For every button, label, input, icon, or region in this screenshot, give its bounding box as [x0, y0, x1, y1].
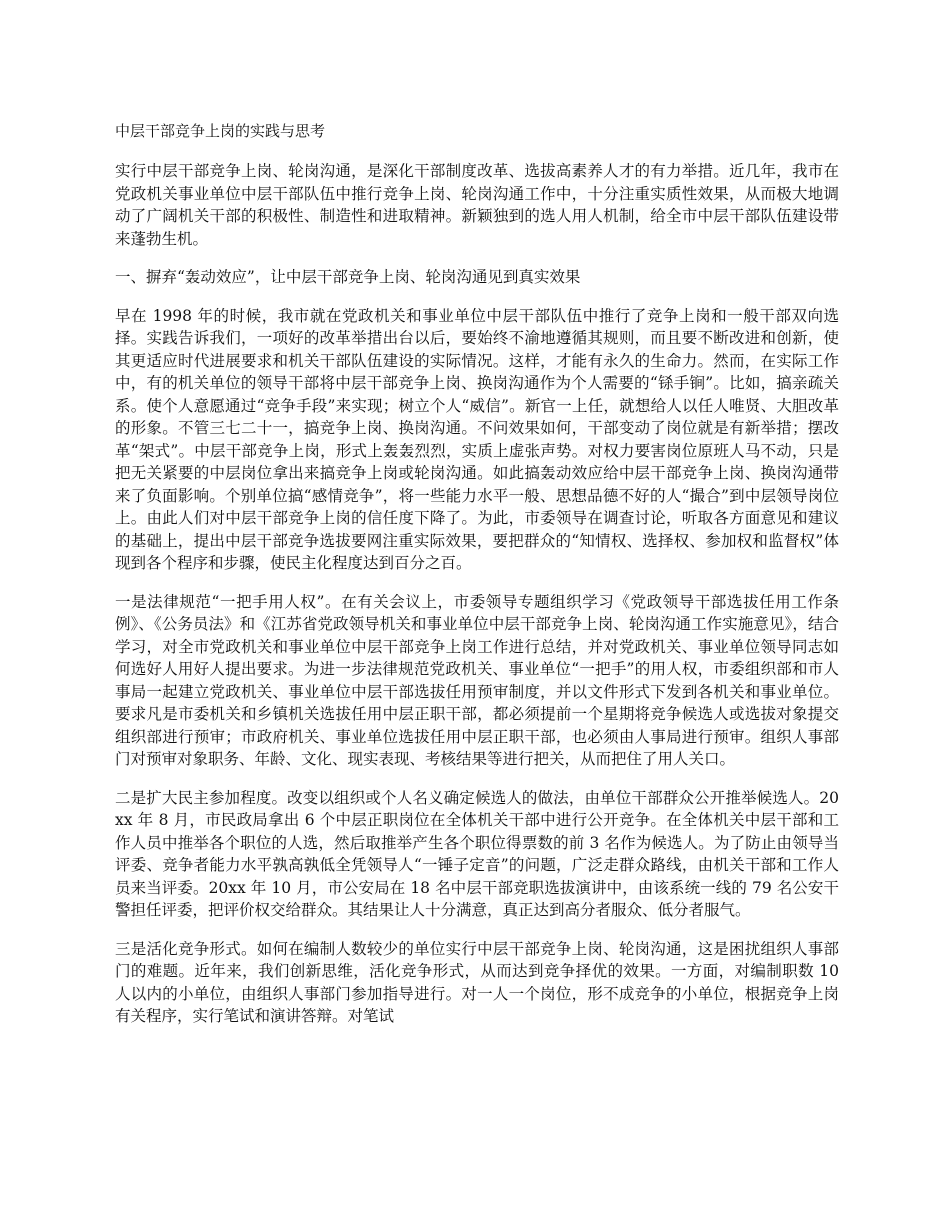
section-heading: 一、摒弃“轰动效应”，让中层干部竞争上岗、轮岗沟通见到真实效果	[115, 268, 581, 286]
body-paragraph-1: 早在 1998 年的时候，我市就在党政机关和事业单位中层干部队伍中推行了竞争上岗和一般干部双向选择。实践告诉我们，一项好的改革举措出台以后，要始终不渝地遵循其规则，而且要不断改进和创新，使其更适应时代进展要求和机关干部队伍建设的实际情况。这样，才能有永久的生命力。然而，在实际工作中，有的机关单位的领导干部将中层干部竞争上岗、换岗沟通作为个人需要的“铩手锏”。比如，搞亲疏关系。使个人意愿通过“竞争手段”来实现；树立个人“威信”。新官一上任，就想给人以任人唯贤、大胆改革的形象。不管三七二十一，搞竞争上岗、换岗沟通。不问效果如何，干部变动了岗位就是有新举措；摆改革“架式”。中层干部竞争上岗，形式上轰轰烈烈，实质上虚张声势。对权力要害岗位原班人马不动，只是把无关紧要的中层岗位拿出来搞竞争上岗或轮岗沟通。如此搞轰动效应给中层干部竞争上岗、换岗沟通带来了负面影响。个别单位搞“感情竞争”，将一些能力水平一般、思想品德不好的人“撮合”到中层领导岗位上。由此人们对中层干部竞争上岗的信任度下降了。为此，市委领导在调查讨论，听取各方面意见和建议的基础上，提出中层干部竞争选拔要网注重实际效果，要把群众的“知情权、选择权、参加权和监督权”体现到各个程序和步骤，使民主化程度达到百分之百。	[115, 306, 839, 572]
intro-paragraph: 实行中层干部竞争上岗、轮岗沟通，是深化干部制度改革、选拔高素养人才的有力举措。近几年，我市在党政机关事业单位中层干部队伍中推行竞争上岗、轮岗沟通工作中，十分注重实质性效果，从而极大地调动了广阔机关干部的积极性、制造性和进取精神。新颖独到的选人用人机制，给全市中层干部队伍建设带来蓬勃生机。	[115, 162, 839, 248]
document-title: 中层干部竞争上岗的实践与思考	[115, 122, 326, 140]
body-paragraph-4: 三是活化竞争形式。如何在编制人数较少的单位实行中层干部竞争上岗、轮岗沟通，这是困扰组织人事部门的难题。近年来，我们创新思维，活化竞争形式，从而达到竞争择优的效果。一方面，对编制职数 10 人以内的小单位，由组织人事部门参加指导进行。对一人一个岗位，形不成竞争的小单位，根据竞争上岗有关程序，实行笔试和演讲答辩。对笔试	[115, 939, 839, 1025]
document-page	[115, 120, 839, 1044]
body-paragraph-2: 一是法律规范“一把手用人权”。在有关会议上，市委领导专题组织学习《党政领导干部选拔任用工作条例》、《公务员法》和《江苏省党政领导机关和事业单位中层干部竞争上岗、轮岗沟通工作实施意见》，结合学习，对全市党政机关和事业单位中层干部竞争上岗工作进行总结，并对党政机关、事业单位领导同志如何选好人用好人提出要求。为进一步法律规范党政机关、事业单位“一把手”的用人权，市委组织部和市人事局一起建立党政机关、事业单位中层干部选拔任用预审制度，并以文件形式下发到各机关和事业单位。要求凡是市委机关和乡镇机关选拔任用中层正职干部，都必须提前一个星期将竞争候选人或选拔对象提交组织部进行预审；市政府机关、事业单位选拔任用中层正职干部，也必须由人事局进行预审。组织人事部门对预审对象职务、年龄、文化、现实表现、考核结果等进行把关，从而把住了用人关口。	[115, 592, 839, 768]
body-paragraph-3: 二是扩大民主参加程度。改变以组织或个人名义确定候选人的做法，由单位干部群众公开推举候选人。20xx 年 8 月，市民政局拿出 6 个中层正职岗位在全体机关干部中进行公开竞争。在全体机关中层干部和工作人员中推举各个职位的人选，然后取推举产生各个职位得票数的前 3 名作为候选人。为了防止由领导当评委、竞争者能力水平孰高孰低全凭领导人“一锤子定音”的问题，广泛走群众路线，由机关干部和工作人员来当评委。20xx 年 10 月，市公安局在 18 名中层干部竞职选拔演讲中，由该系统一线的 79 名公安干警担任评委，把评价权交给群众。其结果让人十分满意，真正达到高分者服众、低分者服气。	[115, 788, 839, 919]
